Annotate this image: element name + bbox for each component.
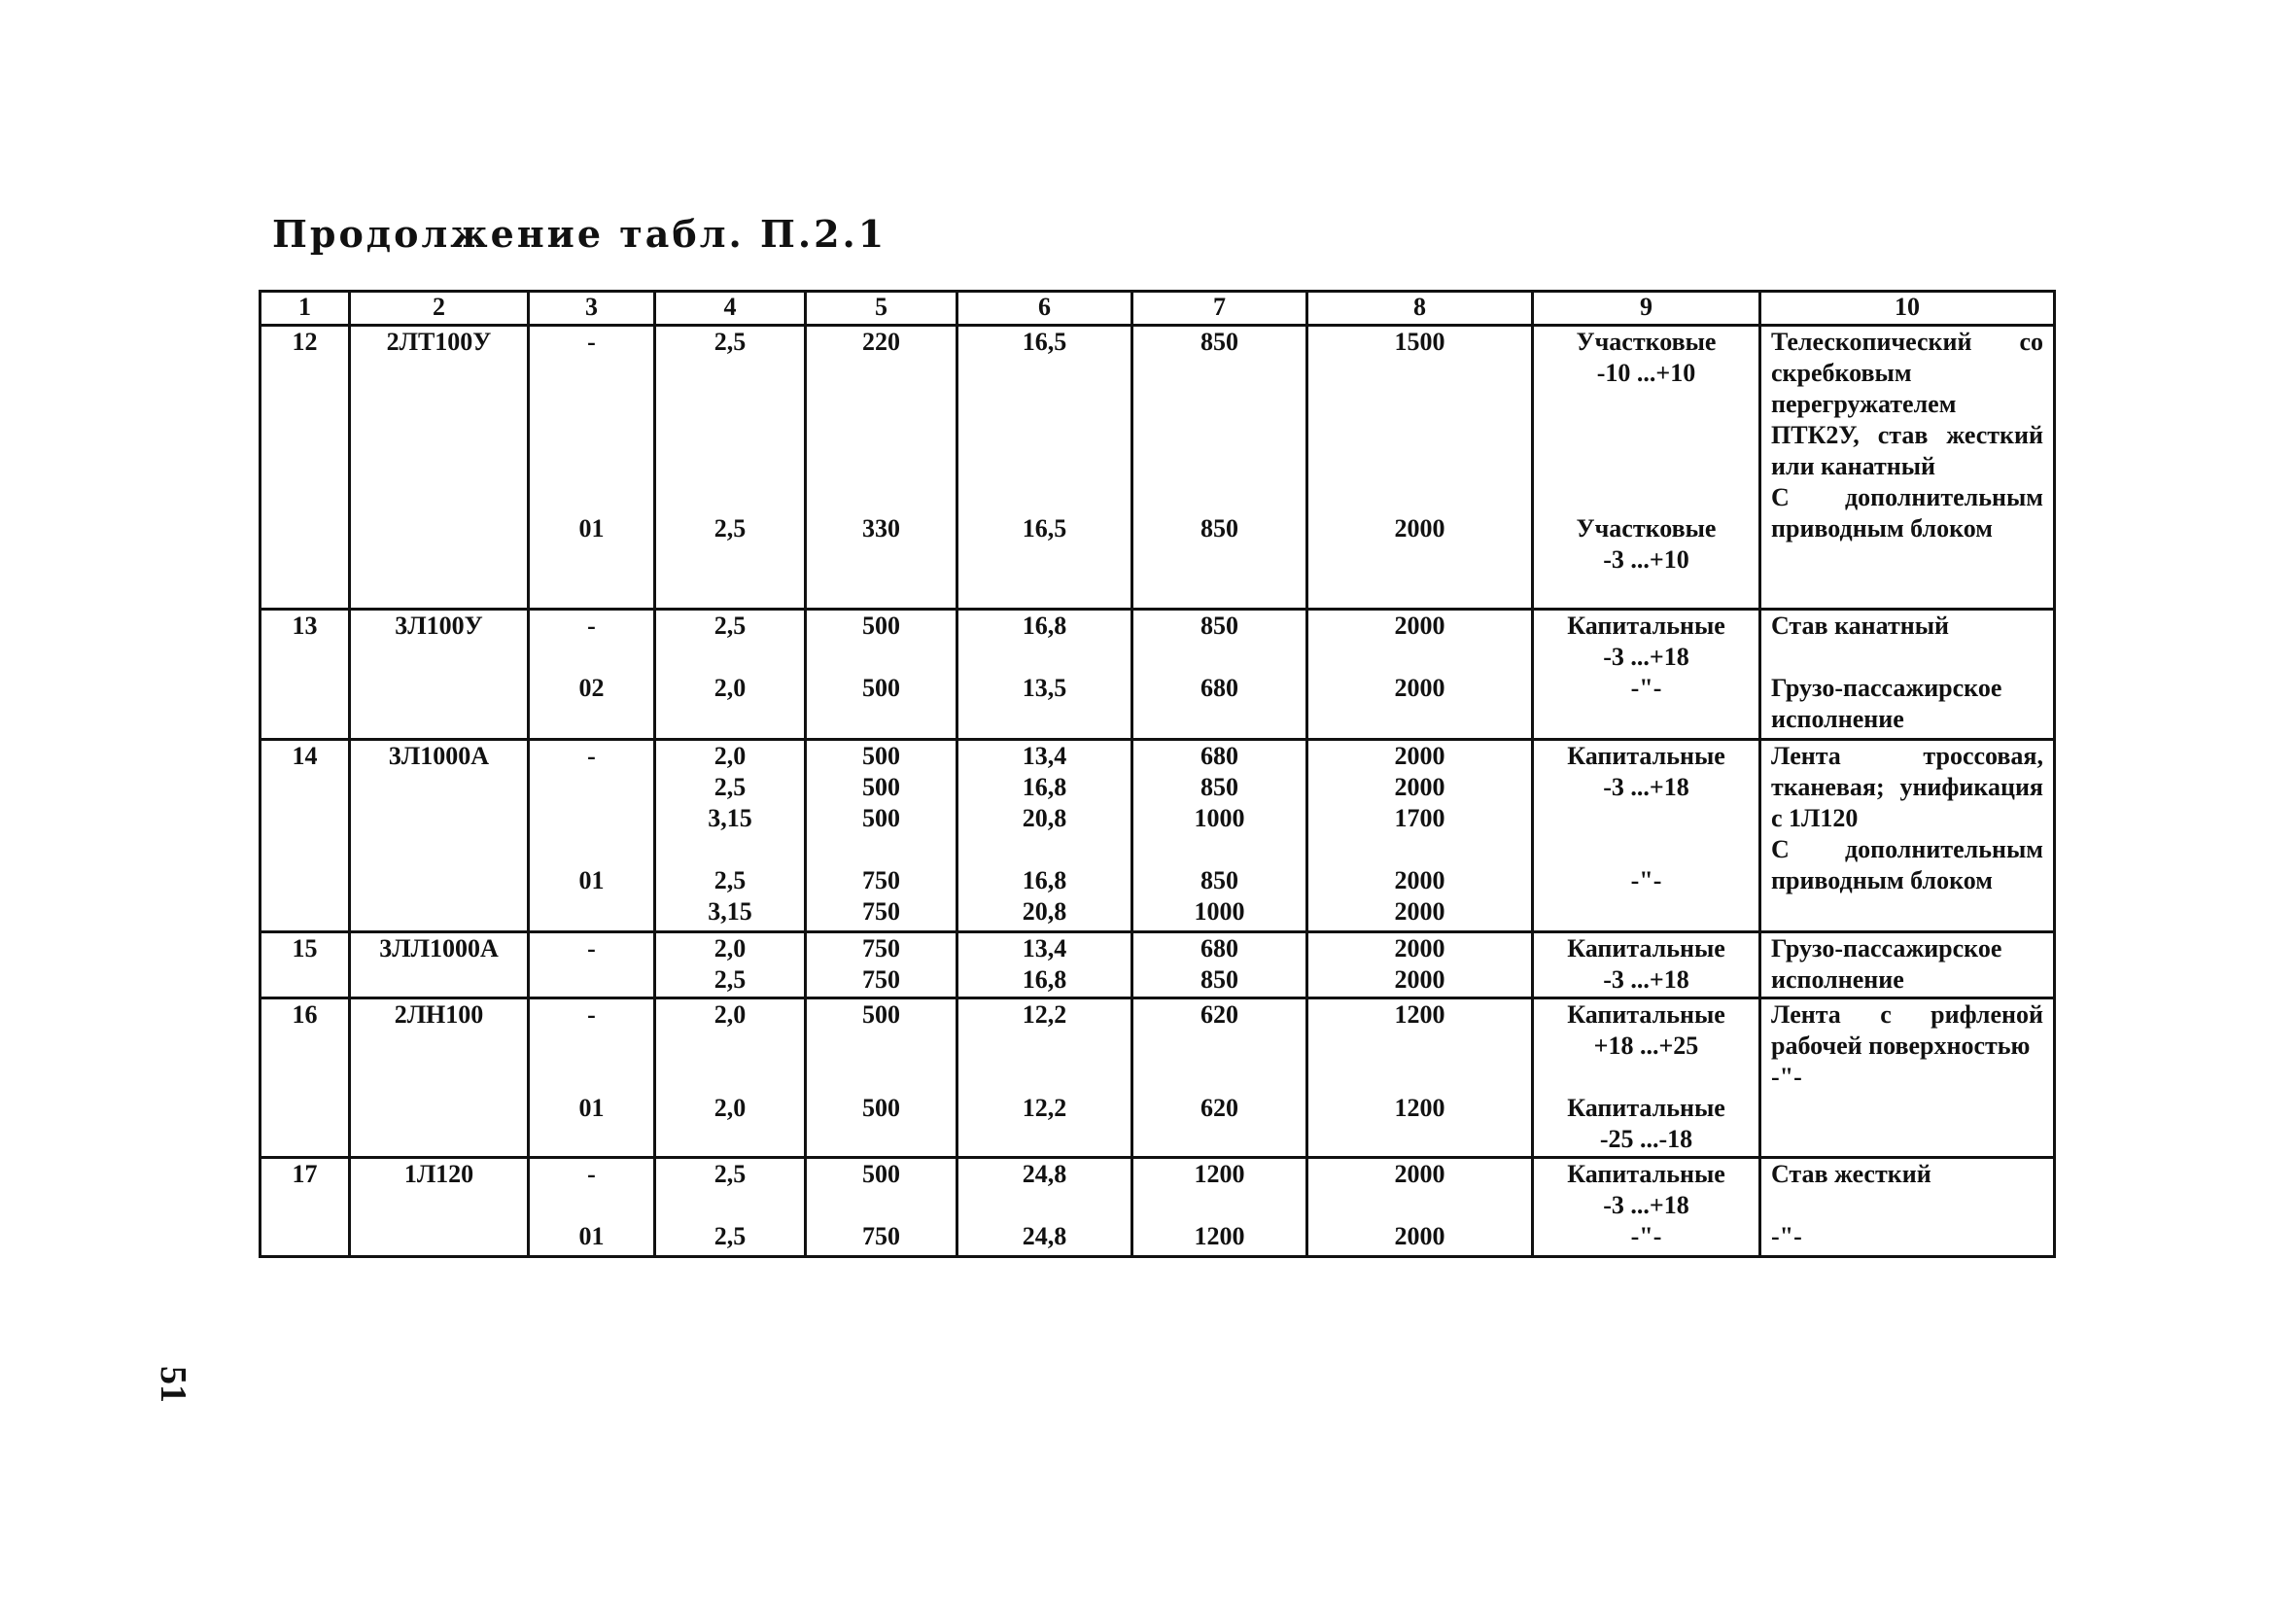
cell-line: 01 <box>578 1222 605 1250</box>
header-cell: 1 <box>261 292 350 326</box>
data-cell <box>957 998 1132 1158</box>
cell-line: 2000 <box>1394 1222 1445 1250</box>
cell-line: 1200 <box>1194 1160 1245 1188</box>
cell-line: -3 ...+18 <box>1603 965 1689 994</box>
cell-line: 01 <box>578 1094 605 1122</box>
cell-line: 1700 <box>1394 804 1445 832</box>
cell-line: 620 <box>1200 1000 1238 1029</box>
cell-line: 1000 <box>1194 804 1245 832</box>
cell-line: 01 <box>578 866 605 894</box>
header-cell: 2 <box>350 292 529 326</box>
table-row <box>261 998 2055 1158</box>
data-cell <box>1132 1158 1307 1257</box>
note-cell <box>1760 1158 2055 1257</box>
header-cell: 10 <box>1760 292 2055 326</box>
data-cell <box>1307 610 1533 740</box>
cell-line: 2000 <box>1394 742 1445 770</box>
cell-line: Капитальные <box>1567 1000 1725 1029</box>
cell-line: Капитальные <box>1567 934 1725 962</box>
page-number: 51 <box>153 1366 193 1403</box>
data-cell <box>1307 326 1533 610</box>
cell-line: 13,4 <box>1022 742 1067 770</box>
cell-line: 850 <box>1200 773 1238 801</box>
cell-line: -3 ...+18 <box>1603 643 1689 671</box>
cell-line: С дополнительным приводным блоком <box>1771 483 2043 542</box>
data-cell <box>957 326 1132 610</box>
ditto-mark: -"- <box>1771 1222 1802 1250</box>
data-cell <box>1307 740 1533 932</box>
note-cell <box>1760 740 2055 932</box>
data-cell <box>1307 998 1533 1158</box>
data-cell <box>655 326 806 610</box>
cell-line: 1200 <box>1394 1094 1445 1122</box>
header-cell: 8 <box>1307 292 1533 326</box>
cell-line: 500 <box>862 674 900 702</box>
cell-line: 13,5 <box>1022 674 1067 702</box>
data-cell <box>1132 326 1307 610</box>
model-cell: 3Л1000А <box>350 740 529 932</box>
table-row <box>261 1158 2055 1257</box>
cell-line: Грузо-пассажирское исполнение <box>1771 934 2002 994</box>
data-cell <box>806 932 957 998</box>
cell-line: Лента троссовая, тканевая; унификация с 1Л120 <box>1771 742 2043 832</box>
cell-line: Участковые <box>1576 328 1717 356</box>
cell-line: 20,8 <box>1022 804 1067 832</box>
cell-line: -10 ...+10 <box>1596 359 1696 387</box>
cell-line: 2000 <box>1394 773 1445 801</box>
cell-line: -3 ...+18 <box>1603 773 1689 801</box>
row-number: 12 <box>261 326 350 610</box>
data-cell <box>957 740 1132 932</box>
mine-type-cell <box>1533 326 1760 610</box>
cell-line: 3,15 <box>708 804 752 832</box>
cell-line: 1500 <box>1394 328 1445 356</box>
data-cell <box>806 740 957 932</box>
mine-type-cell <box>1533 932 1760 998</box>
cell-line: Став канатный <box>1771 612 1949 640</box>
header-cell: 9 <box>1533 292 1760 326</box>
version-cell <box>529 740 655 932</box>
data-cell <box>957 1158 1132 1257</box>
row-number: 15 <box>261 932 350 998</box>
cell-line: - <box>587 328 596 356</box>
cell-line: 2,0 <box>713 742 747 770</box>
cell-line: 20,8 <box>1022 897 1067 926</box>
cell-line: 2,5 <box>713 965 747 994</box>
cell-line: 24,8 <box>1022 1222 1067 1250</box>
table-row <box>261 326 2055 610</box>
cell-line: 500 <box>862 1160 900 1188</box>
data-cell <box>1307 932 1533 998</box>
cell-line: 680 <box>1200 934 1238 962</box>
cell-line: 500 <box>862 773 900 801</box>
cell-line: 220 <box>862 328 900 356</box>
data-cell <box>1132 932 1307 998</box>
cell-line: 2000 <box>1394 674 1445 702</box>
cell-line: 750 <box>862 866 900 894</box>
note-cell <box>1760 998 2055 1158</box>
data-cell <box>1132 740 1307 932</box>
cell-line: 2,5 <box>713 1160 747 1188</box>
cell-line: 620 <box>1200 1094 1238 1122</box>
cell-line: 750 <box>862 897 900 926</box>
data-cell <box>957 610 1132 740</box>
cell-line: 13,4 <box>1022 934 1067 962</box>
table-row <box>261 932 2055 998</box>
cell-line: Капитальные <box>1567 742 1725 770</box>
cell-line: 01 <box>578 514 605 542</box>
cell-line: 500 <box>862 742 900 770</box>
cell-line: 330 <box>862 514 900 542</box>
cell-line: Капитальные <box>1567 612 1725 640</box>
cell-line: 2,0 <box>713 934 747 962</box>
cell-line: 2000 <box>1394 897 1445 926</box>
cell-line: 500 <box>862 1000 900 1029</box>
cell-line: 2,5 <box>713 612 747 640</box>
cell-line: 3,15 <box>708 897 752 926</box>
cell-line: 750 <box>862 1222 900 1250</box>
cell-line: 12,2 <box>1022 1094 1067 1122</box>
cell-line: 850 <box>1200 328 1238 356</box>
cell-line: 16,5 <box>1022 328 1067 356</box>
cell-line: Лента с рифленой рабочей поверхностью <box>1771 1000 2043 1060</box>
data-cell <box>806 610 957 740</box>
cell-line: Став жесткий <box>1771 1160 1931 1188</box>
row-number: 13 <box>261 610 350 740</box>
cell-line: 2000 <box>1394 866 1445 894</box>
data-cell <box>1307 1158 1533 1257</box>
note-cell <box>1760 932 2055 998</box>
cell-line: 1000 <box>1194 897 1245 926</box>
cell-line: - <box>587 742 596 770</box>
cell-line: 24,8 <box>1022 1160 1067 1188</box>
ditto-mark: -"- <box>1630 1222 1662 1250</box>
cell-line: 850 <box>1200 612 1238 640</box>
cell-line: 850 <box>1200 965 1238 994</box>
cell-line: 2000 <box>1394 514 1445 542</box>
cell-line: 2000 <box>1394 1160 1445 1188</box>
cell-line: 500 <box>862 612 900 640</box>
data-cell <box>1132 610 1307 740</box>
cell-line: Участковые <box>1576 514 1717 542</box>
ditto-mark: -"- <box>1630 674 1662 702</box>
cell-line: 16,8 <box>1022 965 1067 994</box>
cell-line: 2,0 <box>713 1094 747 1122</box>
data-cell <box>655 932 806 998</box>
cell-line: 500 <box>862 804 900 832</box>
data-cell <box>806 326 957 610</box>
ditto-mark: -"- <box>1771 1063 1802 1091</box>
cell-line: 680 <box>1200 742 1238 770</box>
header-cell: 4 <box>655 292 806 326</box>
cell-line: 2000 <box>1394 934 1445 962</box>
model-cell: 1Л120 <box>350 1158 529 1257</box>
data-cell <box>1132 998 1307 1158</box>
header-cell: 6 <box>957 292 1132 326</box>
header-row <box>261 292 2055 326</box>
header-cell: 7 <box>1132 292 1307 326</box>
cell-line: 2,0 <box>713 1000 747 1029</box>
cell-line: 16,8 <box>1022 866 1067 894</box>
data-cell <box>957 932 1132 998</box>
cell-line: 2,0 <box>713 674 747 702</box>
cell-line: С дополнительным приводным блоком <box>1771 835 2043 894</box>
header-cell: 5 <box>806 292 957 326</box>
cell-line: 12,2 <box>1022 1000 1067 1029</box>
row-number: 14 <box>261 740 350 932</box>
cell-line: Телескопический со скребковым перегружателем ПТК2У, став жесткий или канатный <box>1771 328 2043 480</box>
cell-line: 2,5 <box>713 328 747 356</box>
model-cell: 2ЛТ100У <box>350 326 529 610</box>
data-cell <box>806 998 957 1158</box>
cell-line: 850 <box>1200 514 1238 542</box>
specification-table <box>259 290 2056 1258</box>
cell-line: -3 ...+18 <box>1603 1191 1689 1219</box>
model-cell: 2ЛН100 <box>350 998 529 1158</box>
cell-line: 16,5 <box>1022 514 1067 542</box>
mine-type-cell <box>1533 998 1760 1158</box>
header-cell: 3 <box>529 292 655 326</box>
ditto-mark: -"- <box>1630 866 1662 894</box>
version-cell <box>529 326 655 610</box>
data-cell <box>806 1158 957 1257</box>
cell-line: 750 <box>862 934 900 962</box>
cell-line: - <box>587 612 596 640</box>
version-cell <box>529 610 655 740</box>
cell-line: 1200 <box>1394 1000 1445 1029</box>
cell-line: 500 <box>862 1094 900 1122</box>
data-cell <box>655 1158 806 1257</box>
mine-type-cell <box>1533 1158 1760 1257</box>
cell-line: Капитальные <box>1567 1094 1725 1122</box>
note-cell <box>1760 326 2055 610</box>
cell-line: -3 ...+10 <box>1603 545 1689 574</box>
cell-line: - <box>587 934 596 962</box>
mine-type-cell <box>1533 610 1760 740</box>
cell-line: 02 <box>578 674 605 702</box>
cell-line: - <box>587 1000 596 1029</box>
version-cell <box>529 1158 655 1257</box>
cell-line: 2,5 <box>713 773 747 801</box>
cell-line: 2,5 <box>713 514 747 542</box>
cell-line: Грузо-пассажирское исполнение <box>1771 674 2002 733</box>
cell-line: 16,8 <box>1022 612 1067 640</box>
cell-line: Капитальные <box>1567 1160 1725 1188</box>
cell-line: 850 <box>1200 866 1238 894</box>
version-cell <box>529 998 655 1158</box>
data-cell <box>655 740 806 932</box>
note-cell <box>1760 610 2055 740</box>
version-cell <box>529 932 655 998</box>
cell-line: - <box>587 1160 596 1188</box>
row-number: 16 <box>261 998 350 1158</box>
cell-line: 2000 <box>1394 965 1445 994</box>
mine-type-cell <box>1533 740 1760 932</box>
model-cell: 3Л100У <box>350 610 529 740</box>
row-number: 17 <box>261 1158 350 1257</box>
table-row <box>261 610 2055 740</box>
table-caption: Продолжение табл. П.2.1 <box>272 212 887 256</box>
data-cell <box>655 610 806 740</box>
cell-line: -25 ...-18 <box>1599 1125 1693 1153</box>
cell-line: 750 <box>862 965 900 994</box>
cell-line: 1200 <box>1194 1222 1245 1250</box>
cell-line: 2,5 <box>713 866 747 894</box>
data-cell <box>655 998 806 1158</box>
cell-line: 16,8 <box>1022 773 1067 801</box>
cell-line: +18 ...+25 <box>1593 1032 1699 1060</box>
cell-line: 2000 <box>1394 612 1445 640</box>
table-row <box>261 740 2055 932</box>
model-cell: 3ЛЛ1000А <box>350 932 529 998</box>
cell-line: 2,5 <box>713 1222 747 1250</box>
cell-line: 680 <box>1200 674 1238 702</box>
